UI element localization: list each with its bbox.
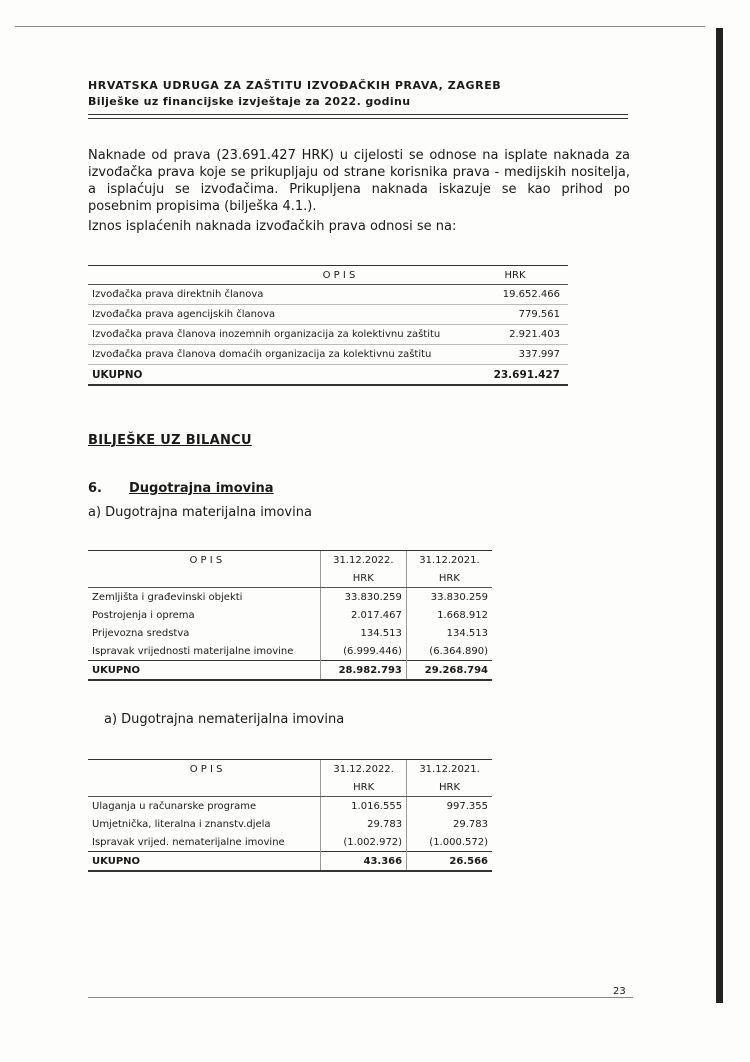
section-title: BILJEŠKE UZ BILANCU [88, 433, 252, 448]
table-row [88, 588, 492, 607]
material-assets-table [88, 550, 492, 681]
col-2022-header: 31.12.2022. [320, 551, 406, 570]
total-label: UKUPNO [88, 365, 470, 386]
total-label: UKUPNO [88, 661, 320, 681]
unit-2021: HRK [406, 569, 492, 588]
col-desc-header: O P I S [88, 266, 470, 285]
col-desc-header: O P I S [88, 760, 321, 779]
table-unit-row [88, 778, 492, 797]
table-row [88, 833, 492, 852]
row-value-2021: (6.364.890) [406, 642, 492, 661]
intro-paragraph: Naknade od prava (23.691.427 HRK) u cijelosti se odnose na isplate naknada za izvođačka prava koje se prikupljaju od strane korisnika prava - medijskih nositelja, a isplaćuju se izvođačima. Prikupljena naknada iskazuje se kao prihod po posebnim propisima (bilješka 4.1.). [88, 148, 630, 214]
table-row [88, 815, 492, 833]
unit-2022: HRK [321, 778, 407, 797]
row-value: 2.921.403 [470, 325, 568, 345]
row-value-2021: 134.513 [406, 624, 492, 642]
col-2021-header: 31.12.2021. [406, 551, 492, 570]
col-desc-header: O P I S [88, 551, 320, 570]
row-label: Umjetnička, literalna i znanstv.djela [92, 818, 271, 830]
table-total-row [88, 852, 492, 872]
section-number: 6. [88, 481, 102, 496]
section-heading: Dugotrajna imovina [129, 481, 274, 496]
row-label: Izvođačka prava članova domaćih organizacija za kolektivnu zaštitu [88, 345, 470, 365]
header-rule-top [88, 114, 628, 115]
total-2022: 43.366 [321, 852, 407, 872]
row-value-2021: 1.668.912 [406, 606, 492, 624]
row-value-2021: (1.000.572) [407, 833, 492, 852]
row-label: Ispravak vrijednosti materijalne imovine [92, 645, 294, 657]
header-organization: HRVATSKA UDRUGA ZA ZAŠTITU IZVOĐAČKIH PRAVA, ZAGREB [88, 79, 502, 92]
table-header-row [88, 266, 568, 285]
table-total-row [88, 365, 568, 386]
row-label: Zemljišta i građevinski objekti [92, 591, 243, 603]
row-value-2021: 29.783 [407, 815, 492, 833]
unit-2022: HRK [320, 569, 406, 588]
row-label: Izvođačka prava članova inozemnih organizacija za kolektivnu zaštitu [88, 325, 470, 345]
header-rule-bottom [88, 118, 628, 119]
subsection-intangible: a) Dugotrajna nematerijalna imovina [104, 712, 345, 727]
table-row [88, 606, 492, 624]
row-value-2022: 2.017.467 [320, 606, 406, 624]
col-value-header: HRK [470, 266, 568, 285]
table-row [88, 624, 492, 642]
row-value-2021: 997.355 [407, 797, 492, 816]
row-label: Ispravak vrijed. nematerijalne imovine [92, 836, 285, 848]
total-2021: 26.566 [407, 852, 492, 872]
scan-edge-bar [716, 28, 723, 1003]
footer-rule [88, 997, 633, 998]
table-row [88, 325, 568, 345]
unit-2021: HRK [407, 778, 492, 797]
row-value-2022: (1.002.972) [321, 833, 407, 852]
row-label: Postrojenja i oprema [92, 609, 195, 621]
row-value: 337.997 [470, 345, 568, 365]
row-value: 779.561 [470, 305, 568, 325]
table-header-row [88, 760, 492, 779]
page-number: 23 [613, 986, 626, 997]
col-2022-header: 31.12.2022. [321, 760, 407, 779]
row-value-2022: 29.783 [321, 815, 407, 833]
row-value-2022: 1.016.555 [321, 797, 407, 816]
table-row [88, 642, 492, 661]
row-value: 19.652.466 [470, 285, 568, 305]
row-label: Izvođačka prava agencijskih članova [88, 305, 470, 325]
table-row [88, 797, 492, 816]
total-2021: 29.268.794 [406, 661, 492, 681]
col-2021-header: 31.12.2021. [407, 760, 492, 779]
table-row [88, 285, 568, 305]
table-row [88, 345, 568, 365]
total-2022: 28.982.793 [320, 661, 406, 681]
row-label: Izvođačka prava direktnih članova [88, 285, 470, 305]
row-label: Ulaganja u računarske programe [92, 800, 257, 812]
top-rule [15, 26, 705, 27]
total-value: 23.691.427 [470, 365, 568, 386]
table-row [88, 305, 568, 325]
subsection-material: a) Dugotrajna materijalna imovina [88, 505, 312, 520]
row-value-2022: 33.830.259 [320, 588, 406, 607]
table-header-row [88, 551, 492, 570]
header-subtitle: Bilješke uz financijske izvještaje za 2022. godinu [88, 95, 411, 108]
row-label: Prijevozna sredstva [92, 627, 190, 639]
row-value-2022: 134.513 [320, 624, 406, 642]
total-label: UKUPNO [88, 852, 321, 872]
rights-payout-table [88, 265, 568, 386]
intangible-assets-table [88, 759, 492, 872]
intro-lead: Iznos isplaćenih naknada izvođačkih prava odnosi se na: [88, 219, 457, 234]
row-value-2022: (6.999.446) [320, 642, 406, 661]
table-total-row [88, 661, 492, 681]
row-value-2021: 33.830.259 [406, 588, 492, 607]
table-unit-row [88, 569, 492, 588]
